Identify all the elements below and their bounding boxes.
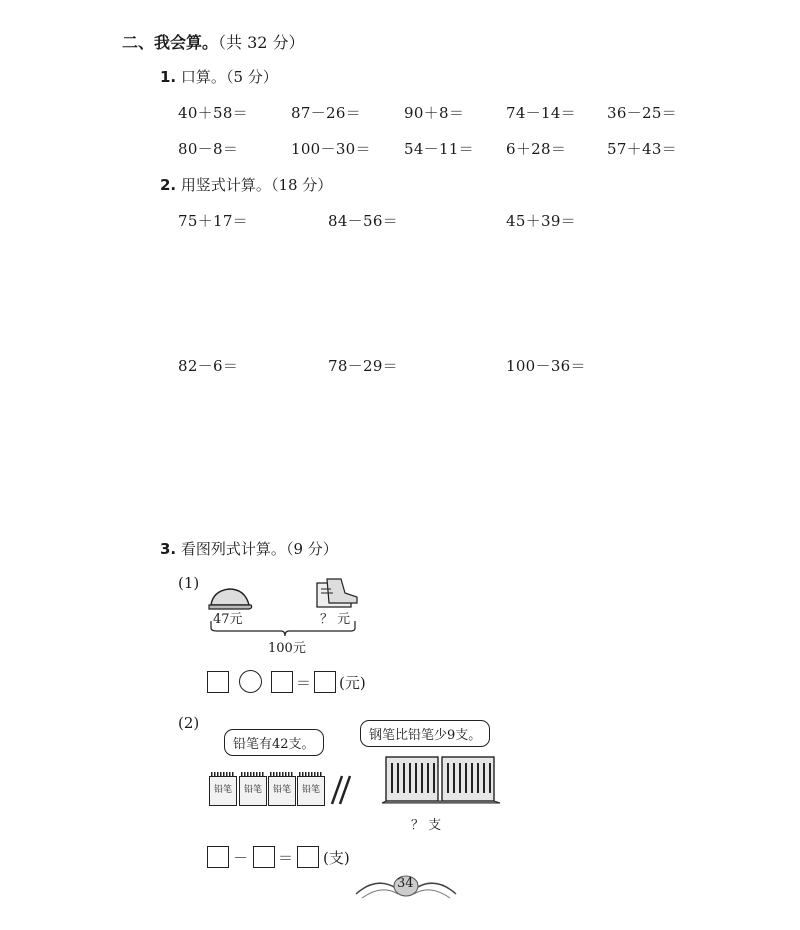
loose-pencils-icon (326, 772, 354, 806)
section-title-text: 二、我会算。 (122, 33, 219, 52)
answer-box-2c[interactable] (297, 846, 319, 868)
bubble2-text: 钢笔比铅笔少9支。 (369, 728, 482, 743)
pencil-box-1 (209, 776, 237, 806)
operator-circle[interactable] (239, 670, 262, 693)
q1-r1-c3: 90＋8＝ (404, 104, 465, 122)
q1-r2-c2: 100－30＝ (291, 140, 371, 158)
page-number: 34 (397, 876, 414, 891)
q1-score: （5 分） (225, 68, 278, 86)
pen-speech-bubble (360, 720, 490, 747)
q1-r2-c4: 6＋28＝ (506, 140, 567, 158)
equals-sign-1: ＝ (296, 674, 312, 692)
pencil-box-label: 铅笔 (301, 785, 320, 795)
section-title (122, 30, 305, 53)
q3-score: （9 分） (285, 540, 338, 558)
answer-box-2a[interactable] (207, 846, 229, 868)
pencil-speech-bubble (224, 729, 324, 756)
q1-r2-c3: 54－11＝ (404, 140, 474, 158)
pen-boxes-icon (380, 753, 502, 809)
pencil-box-3 (268, 776, 296, 806)
pencil-box-label: 铅笔 (243, 785, 262, 795)
q1-r2-c1: 80－8＝ (178, 140, 239, 158)
q2-heading (160, 174, 332, 195)
q2-score: （18 分） (270, 176, 333, 194)
shoes-icon (317, 579, 357, 607)
pencil-box-label: 铅笔 (213, 785, 232, 795)
pencil-box-label: 铅笔 (272, 785, 291, 795)
q1-heading (160, 66, 278, 87)
q2-r1-c2: 84－56＝ (328, 212, 398, 230)
q1-number: 1. (160, 68, 177, 86)
q3-p1-label: (1) (178, 574, 200, 592)
q2-r1-c3: 45＋39＝ (506, 212, 576, 230)
answer-box-1a[interactable] (207, 671, 229, 693)
q3-heading (160, 538, 338, 559)
q2-title: 用竖式计算。 (180, 176, 271, 194)
pen-count: ？ 支 (411, 818, 442, 833)
equals-sign-2: ＝ (278, 849, 294, 867)
cap-icon (209, 589, 252, 609)
total-price: 100元 (268, 641, 306, 656)
q2-r2-c1: 82－6＝ (178, 357, 239, 375)
answer-box-2b[interactable] (253, 846, 275, 868)
unit-zhi: (支) (323, 849, 350, 867)
q1-r2-c5: 57＋43＝ (607, 140, 677, 158)
q2-r2-c3: 100－36＝ (506, 357, 586, 375)
q2-r2-c2: 78－29＝ (328, 357, 398, 375)
q3-title: 看图列式计算。 (180, 540, 286, 558)
q3-number: 3. (160, 540, 177, 558)
q1-r1-c4: 74－14＝ (506, 104, 576, 122)
unit-yuan: (元) (339, 674, 366, 692)
section-score: （共 32 分） (218, 33, 305, 52)
q1-title: 口算。 (180, 68, 226, 86)
answer-box-1c[interactable] (314, 671, 336, 693)
shoes-price: ？ 元 (320, 612, 351, 627)
bubble1-text: 铅笔有42支。 (233, 737, 315, 752)
q3-p2-label: (2) (178, 714, 200, 732)
q1-r1-c1: 40＋58＝ (178, 104, 248, 122)
q2-number: 2. (160, 176, 177, 194)
pencil-box-4 (297, 776, 325, 806)
q1-r1-c2: 87－26＝ (291, 104, 361, 122)
cap-price: 47元 (213, 612, 243, 627)
q1-r1-c5: 36－25＝ (607, 104, 677, 122)
pencil-box-2 (239, 776, 267, 806)
minus-sign: － (233, 849, 249, 867)
q2-r1-c1: 75＋17＝ (178, 212, 248, 230)
answer-box-1b[interactable] (271, 671, 293, 693)
